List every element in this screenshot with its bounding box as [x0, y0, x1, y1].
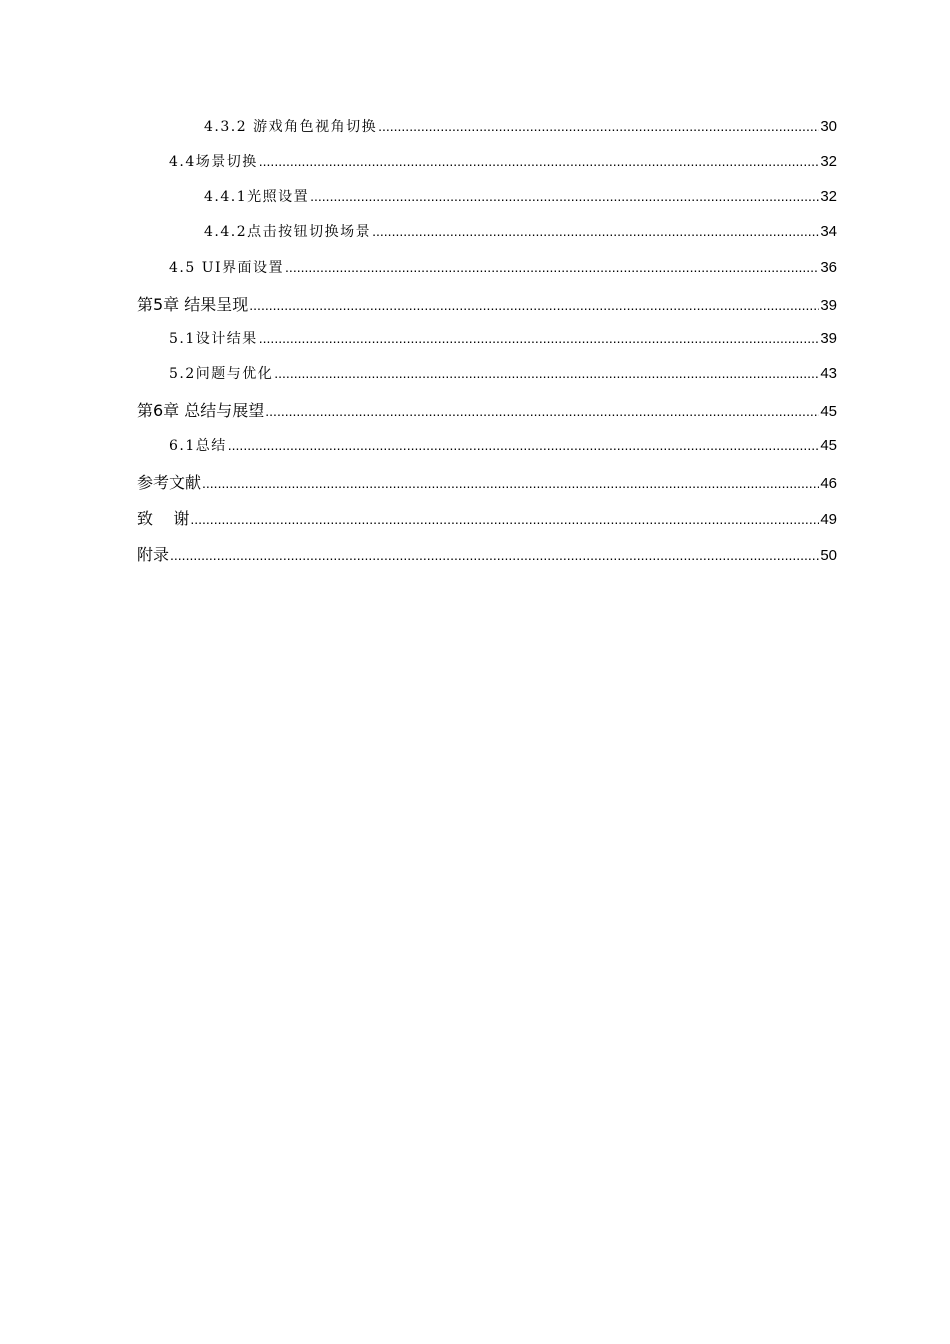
toc-dot-leader [274, 365, 819, 381]
toc-entry-6-1[interactable] [169, 435, 837, 455]
toc-dot-leader [265, 403, 819, 419]
toc-entry-title: 参考文献 [137, 473, 202, 492]
toc-dot-leader [249, 297, 819, 313]
toc-entry-4-4-1[interactable] [204, 186, 837, 206]
toc-entry-5-2[interactable] [169, 363, 837, 383]
toc-page-number: 49 [820, 511, 837, 528]
toc-dot-leader [202, 475, 819, 491]
toc-dot-leader [378, 118, 819, 134]
toc-entry-title: 4.4.2点击按钮切换场景 [204, 224, 372, 240]
toc-page-number: 45 [820, 437, 837, 454]
toc-entry-acknowledgements[interactable] [137, 506, 837, 529]
toc-entry-title: 6.1总结 [169, 438, 227, 454]
toc-page-number: 32 [820, 153, 837, 170]
toc-entry-4-4-2[interactable] [204, 221, 837, 241]
toc-page-number: 34 [820, 223, 837, 240]
toc-dot-leader [259, 330, 820, 346]
toc-entry-title: 5.1设计结果 [169, 331, 258, 347]
toc-page-number: 45 [820, 403, 837, 420]
toc-dot-leader [259, 153, 820, 169]
toc-entry-4-3-2[interactable] [204, 116, 837, 136]
toc-entry-title: 第6章 总结与展望 [137, 401, 265, 420]
toc-dot-leader [372, 223, 819, 239]
toc-entry-references[interactable] [137, 470, 837, 493]
toc-entry-title: 4.4.1光照设置 [204, 189, 310, 205]
toc-page-number: 43 [820, 365, 837, 382]
toc-entry-title: 附录 [137, 545, 170, 564]
toc-entry-chapter-6[interactable] [137, 398, 837, 421]
toc-entry-chapter-5[interactable] [137, 292, 837, 315]
toc-entry-4-4[interactable] [169, 151, 837, 171]
toc-page-number: 50 [820, 547, 837, 564]
toc-page-number: 32 [820, 188, 837, 205]
toc-entry-title: 4.3.2 游戏角色视角切换 [204, 119, 378, 135]
toc-dot-leader [170, 547, 819, 563]
toc-entry-appendix[interactable] [137, 542, 837, 565]
toc-dot-leader [228, 437, 820, 453]
toc-entry-5-1[interactable] [169, 328, 837, 348]
toc-page-number: 30 [820, 118, 837, 135]
toc-page-number: 36 [820, 259, 837, 276]
toc-dot-leader [285, 259, 819, 275]
toc-entry-title: 第5章 结果呈现 [137, 295, 249, 314]
toc-page-number: 39 [820, 297, 837, 314]
toc-entry-4-5[interactable] [169, 257, 837, 277]
toc-entry-title: 5.2问题与优化 [169, 366, 274, 382]
toc-dot-leader [190, 511, 819, 527]
toc-entry-title: 致 谢 [137, 509, 190, 528]
toc-dot-leader [310, 188, 819, 204]
toc-entry-title: 4.4场景切换 [169, 154, 258, 170]
toc-page-number: 39 [820, 330, 837, 347]
toc-entry-title: 4.5 UI界面设置 [169, 260, 285, 276]
toc-page-number: 46 [820, 475, 837, 492]
